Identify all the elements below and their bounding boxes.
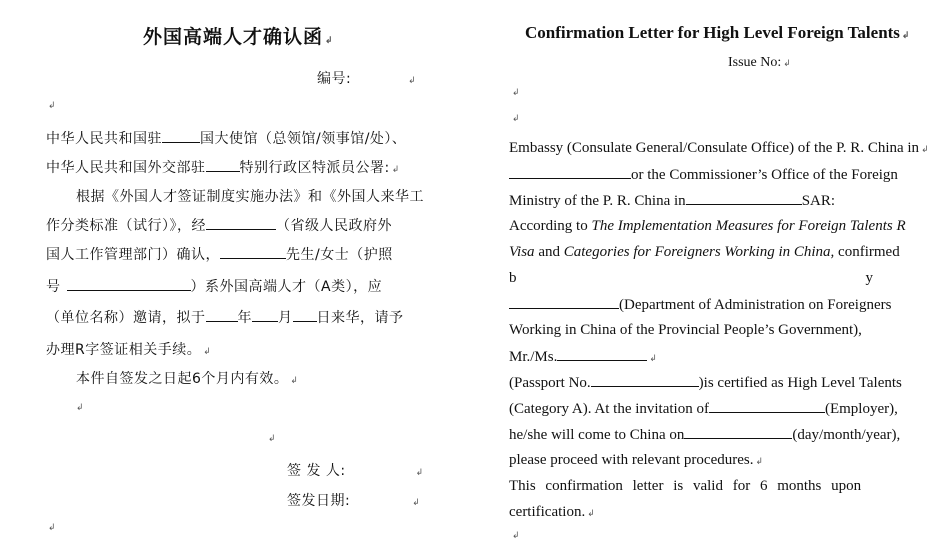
blank-passport bbox=[67, 278, 191, 291]
cn-line-1: 中华人民共和国驻 国大使馆（总领馆/领事馆/处）、 bbox=[46, 131, 407, 147]
blank-country bbox=[162, 130, 200, 143]
en-line-11: (Category A). At the invitation of (Employer), bbox=[509, 401, 898, 417]
paragraph-mark: ↲ bbox=[512, 87, 520, 97]
cn-line-4: 作分类标准（试行）》，经 （省级人民政府外 bbox=[46, 218, 392, 234]
paragraph-mark: ↲ bbox=[48, 100, 56, 110]
en-line-7: (Department of Administration on Foreigners bbox=[509, 296, 891, 314]
paragraph-mark: ↲ bbox=[48, 522, 56, 532]
blank-name bbox=[220, 246, 286, 259]
cn-line-6: 号 ）系外国高端人才（A类），应 bbox=[46, 279, 383, 295]
en-line-5: Visa and Categories for Foreigners Working in China, confirmed bbox=[509, 244, 900, 260]
en-line-13: please proceed with relevant procedures. ↲ bbox=[509, 452, 764, 468]
cn-date-label: 签发日期: ↲ bbox=[287, 493, 421, 509]
blank-authority bbox=[509, 296, 619, 309]
cn-line-3: 根据《外国人才签证制度实施办法》和《外国人来华工 bbox=[76, 189, 424, 205]
en-line-9: Mr./Ms. ↲ bbox=[509, 349, 657, 365]
blank-region bbox=[686, 192, 802, 205]
blank-authority bbox=[206, 217, 276, 230]
en-line-14: This confirmation letter is valid for 6 months upon bbox=[509, 478, 862, 494]
cn-title: 外国高端人才确认函 ↲ bbox=[143, 26, 334, 48]
en-line-8: Working in China of the Provincial People’s Government), bbox=[509, 322, 862, 338]
cn-line-8: 办理R字签证相关手续。 ↲ bbox=[46, 342, 212, 358]
paragraph-mark: ↲ bbox=[512, 113, 520, 123]
paragraph-mark: ↲ bbox=[268, 433, 276, 443]
cn-issuer-label: 签 发 人: ↲ bbox=[287, 463, 424, 479]
blank-passport bbox=[591, 374, 699, 387]
en-title: Confirmation Letter for High Level Foreign Talents ↲ bbox=[525, 23, 910, 42]
en-line-15: certification. ↲ bbox=[509, 504, 595, 520]
paragraph-mark: ↲ bbox=[76, 402, 84, 412]
en-line-10: (Passport No. )is certified as High Level Talents bbox=[509, 375, 902, 391]
en-line-12: he/she will come to China on (day/month/year), bbox=[509, 427, 901, 443]
blank-date bbox=[684, 426, 792, 439]
cn-line-5: 国人工作管理部门）确认， 先生/女士（护照 bbox=[46, 247, 393, 263]
cn-line-9: 本件自签发之日起6个月内有效。 ↲ bbox=[76, 371, 299, 387]
en-line-3: Ministry of the P. R. China in SAR: bbox=[509, 193, 836, 209]
en-line-6: b y bbox=[509, 270, 873, 286]
cn-line-2: 中华人民共和国外交部驻 特别行政区特派员公署: ↲ bbox=[46, 160, 400, 176]
cn-number-label: 编号: ↲ bbox=[317, 71, 417, 87]
blank-employer bbox=[709, 400, 825, 413]
paragraph-mark: ↲ bbox=[512, 530, 520, 540]
en-line-2: or the Commissioner’s Office of the Foreign bbox=[509, 166, 898, 184]
cn-line-7: （单位名称）邀请，拟于 年 月 日来华，请予 bbox=[46, 310, 404, 326]
blank-name bbox=[557, 348, 647, 361]
blank-region bbox=[206, 159, 240, 172]
english-letter bbox=[490, 0, 929, 550]
blank-country bbox=[509, 166, 631, 179]
en-issue-label: Issue No: ↲ bbox=[728, 55, 791, 70]
en-line-1: Embassy (Consulate General/Consulate Office) of the P. R. China in ↲ bbox=[509, 140, 929, 156]
en-line-4: According to The Implementation Measures for Foreign Talents R bbox=[509, 218, 906, 234]
